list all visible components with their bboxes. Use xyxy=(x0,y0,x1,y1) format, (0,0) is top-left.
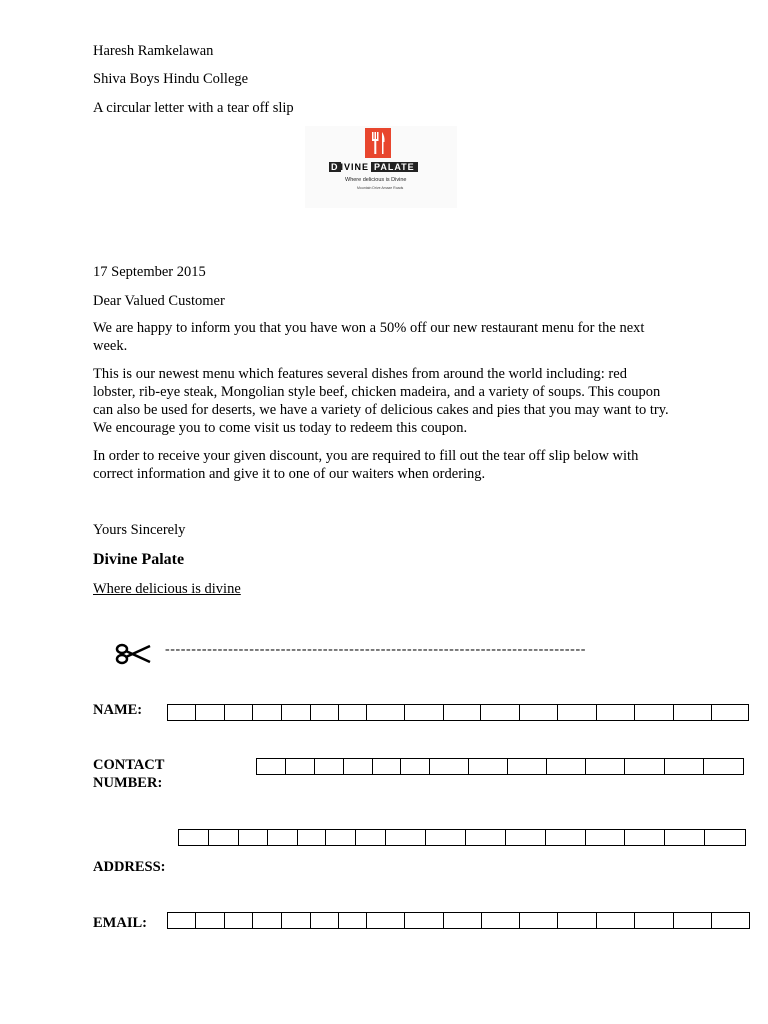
name-label: NAME: xyxy=(93,702,143,718)
signature: Divine Palate xyxy=(93,551,185,568)
email-label: EMAIL: xyxy=(93,915,147,931)
author-name: Haresh Ramkelawan xyxy=(93,43,214,59)
tear-line: -------------------------------------------------------------------------------- xyxy=(165,642,586,657)
contact-number-input-grid[interactable] xyxy=(256,758,744,775)
scissors-icon xyxy=(114,640,152,668)
paragraph-1: We are happy to inform you that you have won a 50% off our new restaurant menu for the next week. xyxy=(93,320,645,354)
logo-title: D IVINE PALATE xyxy=(329,162,418,174)
letter-date: 17 September 2015 xyxy=(93,264,206,280)
address-input-grid[interactable] xyxy=(178,829,746,846)
logo-tagline: Where delicious is Divine xyxy=(345,177,407,183)
restaurant-logo xyxy=(305,126,457,208)
fork-knife-icon xyxy=(365,128,391,158)
slogan: Where delicious is divine xyxy=(93,581,241,597)
logo-subline: Mountain Drive Amaze Roads xyxy=(357,186,404,190)
paragraph-2: This is our newest menu which features several dishes from around the world including: red lobster, rib-eye steak, Mongolian style beef, chicken madeira, and a variety of soups. This coupon can also be used for deserts, we have a variety of delicious cakes and pies that you may want to try. We encourage you to come visit us today to redeem this coupon. xyxy=(93,366,669,436)
address-label: ADDRESS: xyxy=(93,859,166,875)
document-subject: A circular letter with a tear off slip xyxy=(93,100,294,116)
email-input-grid[interactable] xyxy=(167,912,750,929)
name-input-grid[interactable] xyxy=(167,704,749,721)
salutation: Dear Valued Customer xyxy=(93,293,225,309)
contact-label-line1: CONTACT xyxy=(93,757,165,773)
contact-label-line2: NUMBER: xyxy=(93,775,163,791)
school-name: Shiva Boys Hindu College xyxy=(93,71,249,87)
paragraph-3: In order to receive your given discount, you are required to fill out the tear off slip below with correct information and give it to one of our waiters when ordering. xyxy=(93,448,639,482)
closing: Yours Sincerely xyxy=(93,522,186,538)
